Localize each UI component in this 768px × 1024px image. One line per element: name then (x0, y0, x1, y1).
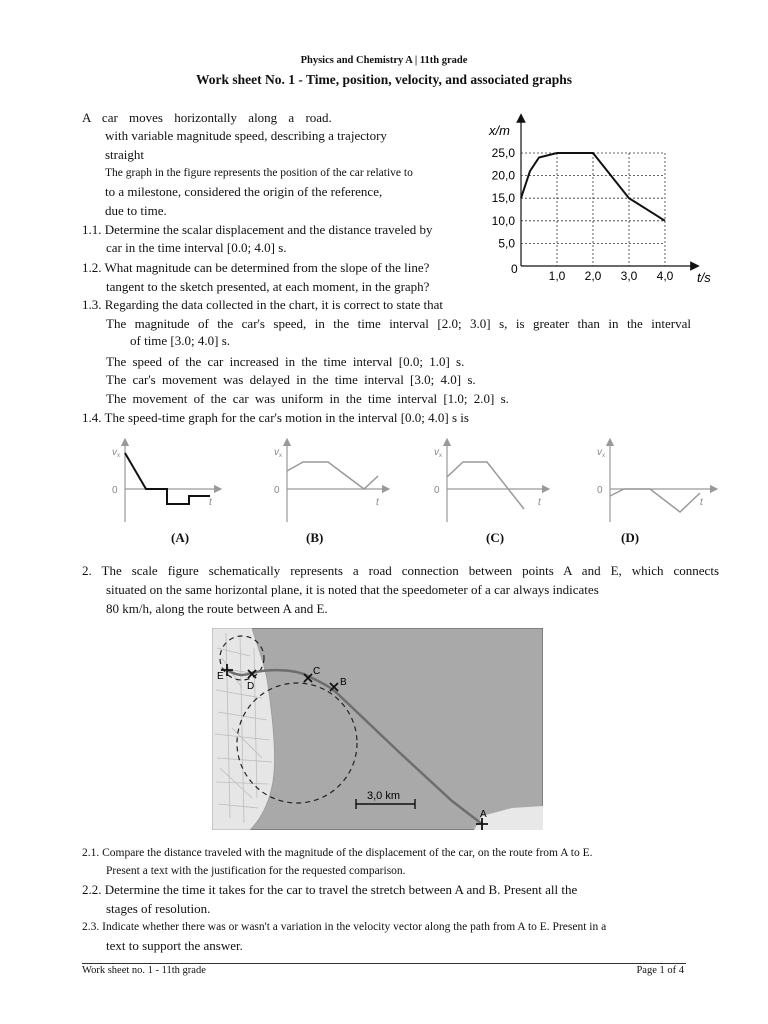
option-d-v-sub: x (602, 453, 605, 459)
subject-header: Physics and Chemistry A | 11th grade (300, 55, 468, 66)
footer-left: Work sheet no. 1 - 11th grade (82, 965, 206, 976)
option-a-v-sub: x (117, 453, 120, 459)
map-label-e: E (217, 671, 224, 682)
q1-intro-line-1: A car moves horizontally along a road. (82, 110, 332, 125)
option-a-zero: 0 (112, 485, 118, 496)
q11-line-2: car in the time interval [0.0; 4.0] s. (106, 240, 287, 255)
option-d-label: (D) (621, 530, 640, 545)
option-a-t-label: t (209, 497, 212, 508)
option-b-label: (B) (306, 530, 324, 545)
position-time-chart (476, 112, 726, 287)
q1-intro-line-2: with variable magnitude speed, describing a trajectory (105, 128, 387, 143)
chart-y-tick-label: 10,0 (491, 213, 515, 228)
map-label-a: A (480, 809, 487, 820)
q12-line-1: 1.2. What magnitude can be determined from the slope of the line? (82, 260, 430, 275)
chart-y-tick-label: 15,0 (491, 191, 515, 206)
option-b-zero: 0 (274, 485, 280, 496)
chart-y-tick-label: 25,0 (491, 146, 515, 160)
q2-stem-line-1: 2. The scale figure schematically represents a road connection between points A and E, which connects (82, 563, 719, 578)
q1-intro-line-3: straight (105, 147, 144, 162)
option-a-v-label: v (112, 447, 117, 458)
map-label-c: C (313, 666, 321, 677)
road-map (212, 628, 543, 830)
option-c-graph (434, 442, 546, 522)
q23-line-2: text to support the answer. (106, 938, 243, 953)
option-c-label: (C) (486, 530, 505, 545)
q1-intro-line-5: to a milestone, considered the origin of the reference, (105, 184, 383, 199)
map-scale-label: 3,0 km (367, 790, 401, 802)
map-label-d: D (247, 681, 255, 692)
option-a-label: (A) (171, 530, 190, 545)
q2-stem-line-2: situated on the same horizontal plane, it is noted that the speedometer of a car always indicates (106, 582, 599, 597)
q13-option-1-line-2: of time [3.0; 4.0] s. (130, 333, 231, 348)
option-b-graph (274, 442, 386, 522)
option-b-t-label: t (376, 497, 379, 508)
q2-stem-line-3: 80 km/h, along the route between A and E. (106, 601, 328, 616)
footer-divider (82, 963, 686, 964)
map-label-b: B (340, 677, 347, 688)
q21-line-2: Present a text with the justification for the requested comparison. (106, 865, 406, 877)
chart-y-label: x/m (489, 123, 510, 138)
q22-line-1: 2.2. Determine the time it takes for the car to travel the stretch between A and B. Present all the (82, 882, 578, 897)
chart-grid (521, 153, 665, 266)
q22-line-2: stages of resolution. (106, 901, 211, 916)
chart-x-tick-label: 2,0 (584, 269, 602, 283)
q21-line-1: 2.1. Compare the distance traveled with the magnitude of the displacement of the car, on the route from A to E. (82, 847, 593, 859)
option-c-zero: 0 (434, 485, 440, 496)
q13-option-3: The car's movement was delayed in the time interval [3.0; 4.0] s. (106, 372, 476, 387)
chart-y-ticks (492, 146, 516, 250)
q12-line-2: tangent to the sketch presented, at each moment, in the graph? (106, 279, 430, 294)
q1-intro-line-4: The graph in the figure represents the position of the car relative to (105, 167, 413, 179)
option-c-v-sub: x (439, 453, 442, 459)
chart-y-tick-label: 20,0 (491, 168, 515, 183)
velocity-time-options (100, 436, 720, 528)
option-d-graph (597, 442, 714, 522)
q1-intro-line-6: due to time. (105, 203, 167, 218)
chart-x-label: t/s (697, 270, 711, 285)
worksheet-title: Work sheet No. 1 - Time, position, velocity, and associated graphs (195, 72, 573, 87)
chart-x-ticks (549, 269, 674, 283)
chart-origin-label: 0 (511, 262, 518, 276)
footer-page-number: Page 1 of 4 (636, 965, 684, 976)
q23-line-1: 2.3. Indicate whether there was or wasn't a variation in the velocity vector along the path from A to E. Present in a (82, 921, 607, 933)
chart-x-tick-label: 1,0 (548, 269, 566, 283)
chart-x-tick-label: 4,0 (656, 269, 674, 283)
q14-stem: 1.4. The speed-time graph for the car's motion in the interval [0.0; 4.0] s is (82, 410, 469, 425)
chart-x-tick-label: 3,0 (620, 269, 638, 283)
option-a-graph (112, 442, 218, 522)
q13-option-4: The movement of the car was uniform in the time interval [1.0; 2.0] s. (106, 391, 509, 406)
q11-line-1: 1.1. Determine the scalar displacement and the distance traveled by (82, 222, 433, 237)
option-b-v-sub: x (279, 453, 282, 459)
option-d-zero: 0 (597, 485, 603, 496)
chart-y-tick-label: 5,0 (498, 236, 515, 251)
option-d-v-label: v (597, 447, 602, 458)
option-d-t-label: t (700, 497, 703, 508)
q13-stem: 1.3. Regarding the data collected in the chart, it is correct to state that (82, 297, 443, 312)
q13-option-2: The speed of the car increased in the time interval [0.0; 1.0] s. (106, 354, 465, 369)
option-c-v-label: v (434, 447, 439, 458)
option-b-v-label: v (274, 447, 279, 458)
q13-option-1-line-1: The magnitude of the car's speed, in the time interval [2.0; 3.0] s, is greater than in the interval (106, 316, 691, 331)
option-c-t-label: t (538, 497, 541, 508)
